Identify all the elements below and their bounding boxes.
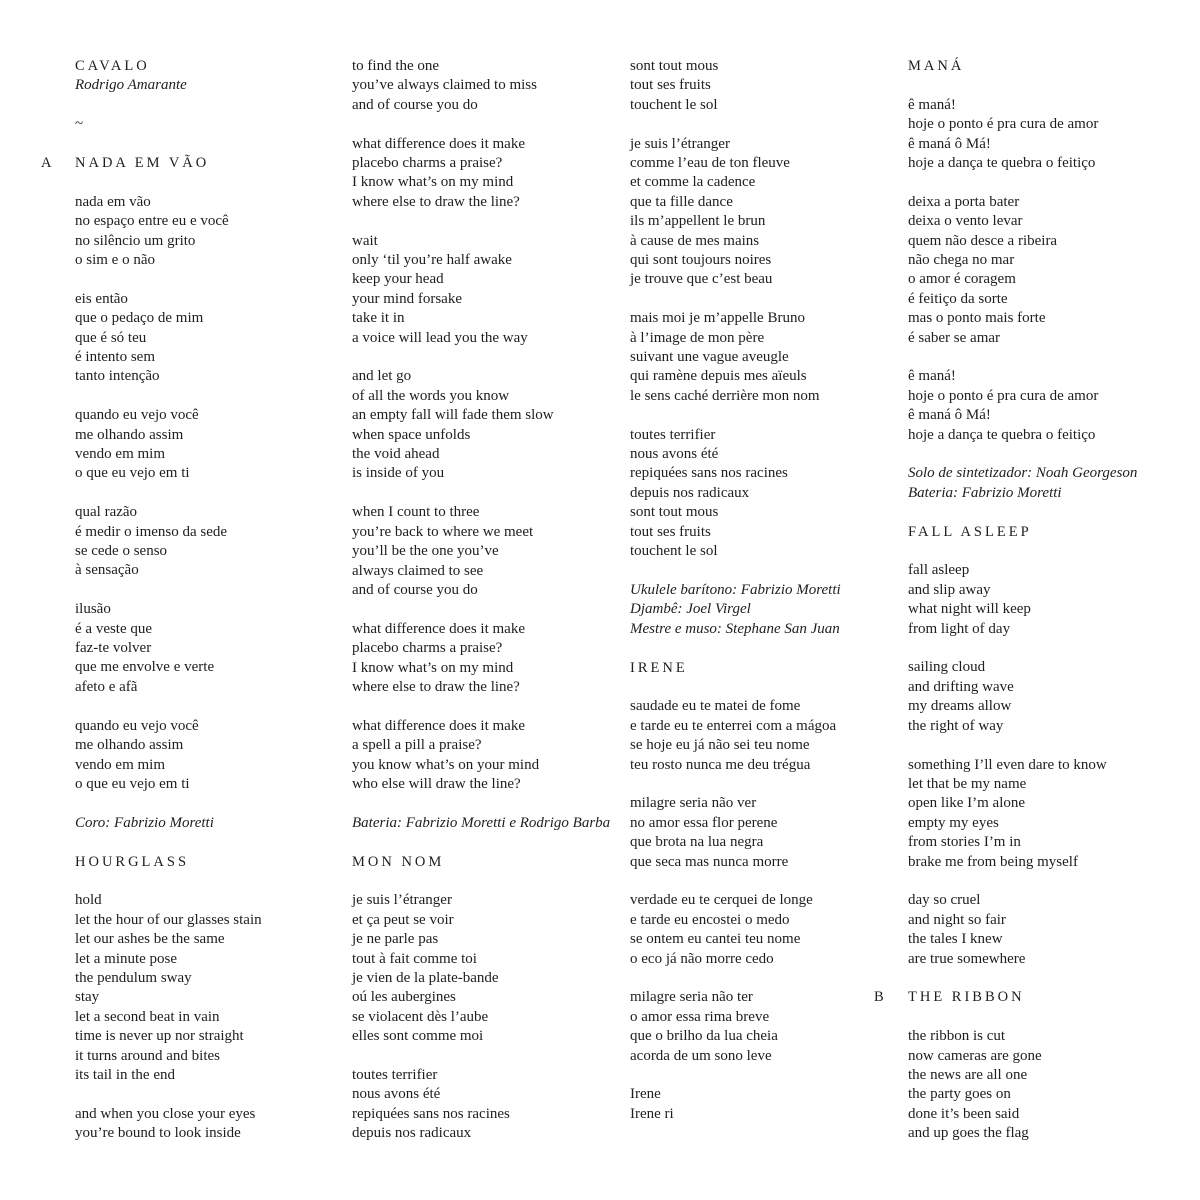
lyric-line: of all the words you know <box>352 387 510 404</box>
lyric-line: se hoje eu já não sei teu nome <box>630 737 810 754</box>
lyric-line: é a veste que <box>75 620 153 637</box>
lyric-line: you’ve always claimed to miss <box>352 77 537 94</box>
lyric-line: qual razão <box>75 504 138 521</box>
lyric-line: hoje o ponto é pra cura de amor <box>908 387 1099 404</box>
lyric-line: is inside of you <box>352 465 445 482</box>
lyric-line: the pendulum sway <box>75 969 192 986</box>
lyric-line: je suis l’étranger <box>630 135 730 152</box>
lyric-line: nous avons été <box>630 446 719 463</box>
lyric-line: mais moi je m’appelle Bruno <box>630 310 805 327</box>
song-title <box>41 154 355 173</box>
lyric-line: and let go <box>352 368 412 385</box>
stanza <box>352 620 632 698</box>
song-title-text: MON NOM <box>352 853 445 870</box>
lyric-line: sailing cloud <box>908 659 986 676</box>
stanza <box>630 426 910 562</box>
credit-line: Bateria: Fabrizio Moretti e Rodrigo Barba <box>352 814 611 831</box>
stanza <box>630 135 910 290</box>
lyric-line: sont tout mous <box>630 58 719 74</box>
lyric-line: it turns around and bites <box>75 1047 220 1064</box>
stanza <box>352 503 632 600</box>
lyric-line: time is never up nor straight <box>75 1028 244 1045</box>
credit-line: Ukulele barítono: Fabrizio Moretti <box>630 581 841 598</box>
stanza <box>630 891 910 969</box>
stanza <box>630 794 910 872</box>
lyric-line: where else to draw the line? <box>352 678 520 695</box>
song-title-text: NADA EM VÃO <box>75 155 210 171</box>
lyric-line: where else to draw the line? <box>352 193 520 210</box>
lyric-line: milagre seria não ver <box>630 795 757 812</box>
lyric-line: o amor é coragem <box>908 271 1016 288</box>
lyric-line: open like I’m alone <box>908 795 1026 812</box>
lyric-line: se cede o senso <box>75 543 168 560</box>
lyric-line: let that be my name <box>908 775 1027 792</box>
lyric-line: me olhando assim <box>75 426 184 443</box>
lyric-line: from stories I’m in <box>908 834 1021 851</box>
lyric-line: teu rosto nunca me deu trégua <box>630 756 811 773</box>
lyric-line: ê maná! <box>908 96 956 113</box>
stanza <box>630 309 910 406</box>
lyric-line: quando eu vejo você <box>75 717 199 734</box>
lyric-line: sont tout mous <box>630 504 719 521</box>
stanza <box>352 57 632 115</box>
lyric-line: milagre seria não ter <box>630 989 753 1006</box>
lyric-line: quando eu vejo você <box>75 407 199 424</box>
lyric-line: oú les aubergines <box>352 989 456 1006</box>
lyric-line: que me envolve e verte <box>75 659 215 676</box>
stanza <box>908 658 1188 736</box>
credit-line: Bateria: Fabrizio Moretti <box>908 484 1062 501</box>
lyric-line: fall asleep <box>908 562 970 579</box>
lyric-line: no espaço entre eu e você <box>75 213 229 230</box>
lyric-line: e tarde eu te enterrei com a mágoa <box>630 717 837 734</box>
stanza <box>630 1085 910 1124</box>
lyric-line: its tail in the end <box>75 1066 175 1083</box>
lyric-line: o eco já não morre cedo <box>630 950 774 967</box>
lyric-line: keep your head <box>352 271 444 288</box>
lyric-line: placebo charms a praise? <box>352 640 503 657</box>
lyric-line: faz-te volver <box>75 640 152 657</box>
lyric-line: acorda de um sono leve <box>630 1047 772 1064</box>
lyric-line: tout ses fruits <box>630 77 711 94</box>
lyric-line: what difference does it make <box>352 620 525 637</box>
lyric-line: hoje o ponto é pra cura de amor <box>908 116 1099 133</box>
lyric-line: se violacent dès l’aube <box>352 1008 489 1025</box>
lyric-line: my dreams allow <box>908 698 1012 715</box>
lyric-line: no silêncio um grito <box>75 232 196 249</box>
lyric-line: depuis nos radicaux <box>352 1125 472 1142</box>
stanza <box>75 290 355 387</box>
lyric-line: que ta fille dance <box>630 193 733 210</box>
lyric-line: à l’image de mon père <box>630 329 765 346</box>
lyric-line: touchent le sol <box>630 543 718 560</box>
lyric-line: e tarde eu encostei o medo <box>630 911 790 928</box>
lyric-line: toutes terrifier <box>352 1066 438 1083</box>
lyric-line: now cameras are gone <box>908 1047 1042 1064</box>
stanza <box>908 756 1188 872</box>
side-marker: A <box>41 155 52 171</box>
lyric-line: mas o ponto mais forte <box>908 310 1046 327</box>
lyric-line: and of course you do <box>352 581 478 598</box>
lyric-line: toutes terrifier <box>630 426 716 443</box>
lyric-line: ê maná ô Má! <box>908 407 991 424</box>
lyric-line: é medir o imenso da sede <box>75 523 228 540</box>
lyric-line: qui ramène depuis mes aïeuls <box>630 368 807 385</box>
lyric-line: the void ahead <box>352 446 440 463</box>
lyric-line: depuis nos radicaux <box>630 484 750 501</box>
lyric-line: brake me from being myself <box>908 853 1078 870</box>
lyric-line: touchent le sol <box>630 96 718 113</box>
lyric-line: se ontem eu cantei teu nome <box>630 931 801 948</box>
credits-block <box>352 814 632 833</box>
album-artist: Rodrigo Amarante <box>75 77 187 94</box>
lyric-line: a spell a pill a praise? <box>352 737 482 754</box>
lyric-line: always claimed to see <box>352 562 484 579</box>
lyric-line: je vien de la plate-bande <box>352 969 499 986</box>
lyric-line: que brota na lua negra <box>630 834 764 851</box>
song-title-text: FALL ASLEEP <box>908 523 1032 540</box>
stanza <box>630 988 910 1066</box>
lyric-line: le sens caché derrière mon nom <box>630 387 820 404</box>
lyric-line: é feitiço da sorte <box>908 290 1008 307</box>
lyric-line: Irene ri <box>630 1105 674 1122</box>
credits-block <box>908 464 1188 503</box>
side-marker: B <box>874 989 884 1006</box>
stanza <box>75 193 355 271</box>
lyric-line: et ça peut se voir <box>352 911 454 928</box>
lyric-line: empty my eyes <box>908 814 999 831</box>
lyric-line: only ‘til you’re half awake <box>352 252 512 269</box>
song-title <box>908 523 1188 542</box>
lyric-line: à sensação <box>75 562 139 579</box>
tilde-separator: ~ <box>75 116 84 133</box>
lyric-line: me olhando assim <box>75 737 184 754</box>
lyric-line: repiquées sans nos racines <box>352 1105 510 1122</box>
lyrics-column <box>874 57 1188 1163</box>
lyric-line: you’re back to where we meet <box>352 523 534 540</box>
lyric-line: que é só teu <box>75 329 147 346</box>
stanza <box>75 1105 355 1144</box>
stanza <box>352 232 632 348</box>
stanza <box>75 891 355 1085</box>
stanza <box>352 1066 632 1144</box>
lyrics-column <box>630 57 910 1144</box>
lyric-line: deixa a porta bater <box>908 193 1020 210</box>
lyric-line: take it in <box>352 310 405 327</box>
lyric-line: the tales I knew <box>908 931 1003 948</box>
lyric-line: an empty fall will fade them slow <box>352 407 554 424</box>
lyric-line: day so cruel <box>908 892 981 909</box>
lyric-line: done it’s been said <box>908 1105 1020 1122</box>
lyric-line: what difference does it make <box>352 135 525 152</box>
lyric-line: ê maná ô Má! <box>908 135 991 152</box>
lyric-line: I know what’s on my mind <box>352 174 514 191</box>
stanza <box>75 406 355 484</box>
lyric-line: hoje a dança te quebra o feitiço <box>908 155 1096 172</box>
album-title-block <box>75 57 355 96</box>
song-title-text: IRENE <box>630 659 688 676</box>
lyric-line: é intento sem <box>75 349 155 366</box>
lyric-line: je trouve que c’est beau <box>630 271 773 288</box>
stanza <box>352 891 632 1046</box>
lyric-line: what night will keep <box>908 601 1031 618</box>
lyric-line: que o brilho da lua cheia <box>630 1028 778 1045</box>
song-title-text: HOURGLASS <box>75 853 190 870</box>
lyric-line: vendo em mim <box>75 446 165 463</box>
lyric-line: from light of day <box>908 620 1011 637</box>
lyric-line: et comme la cadence <box>630 174 756 191</box>
lyric-line: elles sont comme moi <box>352 1028 484 1045</box>
song-title <box>908 57 1188 76</box>
lyric-line: who else will draw the line? <box>352 775 521 792</box>
lyric-line: o amor essa rima breve <box>630 1008 770 1025</box>
lyrics-column <box>352 57 632 1163</box>
credit-line: Djambê: Joel Virgel <box>630 601 751 618</box>
lyric-line: deixa o vento levar <box>908 213 1023 230</box>
stanza <box>352 717 632 795</box>
lyric-line: hoje a dança te quebra o feitiço <box>908 426 1096 443</box>
lyric-line: vendo em mim <box>75 756 165 773</box>
stanza <box>908 367 1188 445</box>
stanza <box>908 1027 1188 1143</box>
lyric-line: je suis l’étranger <box>352 892 452 909</box>
lyric-line: stay <box>75 989 100 1006</box>
lyric-line: tout à fait comme toi <box>352 950 477 967</box>
lyric-line: and up goes the flag <box>908 1125 1029 1142</box>
lyric-line: ilusão <box>75 601 111 618</box>
lyric-line: tout ses fruits <box>630 523 711 540</box>
lyric-line: the ribbon is cut <box>908 1028 1006 1045</box>
lyric-line: ê maná! <box>908 368 956 385</box>
lyric-line: je ne parle pas <box>352 931 439 948</box>
lyric-line: saudade eu te matei de fome <box>630 698 801 715</box>
stanza <box>75 717 355 795</box>
lyric-line: something I’ll even dare to know <box>908 756 1107 773</box>
lyric-line: no amor essa flor perene <box>630 814 778 831</box>
credit-line: Coro: Fabrizio Moretti <box>75 814 214 831</box>
lyric-line: you’re bound to look inside <box>75 1125 241 1142</box>
lyric-line: o sim e o não <box>75 252 155 269</box>
lyric-line: and slip away <box>908 581 991 598</box>
lyric-line: let a second beat in vain <box>75 1008 220 1025</box>
stanza <box>75 503 355 581</box>
lyric-line: you’ll be the one you’ve <box>352 543 499 560</box>
lyric-line: the right of way <box>908 717 1004 734</box>
lyric-line: nada em vão <box>75 193 151 210</box>
credits-block <box>75 814 355 833</box>
song-title <box>352 853 632 872</box>
lyric-line: o que eu vejo em ti <box>75 465 190 482</box>
lyric-line: to find the one <box>352 58 440 74</box>
stanza <box>630 697 910 775</box>
lyric-line: que seca mas nunca morre <box>630 853 789 870</box>
song-title-text: THE RIBBON <box>908 989 1025 1006</box>
lyric-line: what difference does it make <box>352 717 525 734</box>
lyric-line: are true somewhere <box>908 950 1026 967</box>
credit-line: Solo de sintetizador: Noah Georgeson <box>908 465 1138 482</box>
lyric-line: let a minute pose <box>75 950 178 967</box>
stanza <box>75 600 355 697</box>
song-title <box>75 853 355 872</box>
lyric-line: I know what’s on my mind <box>352 659 514 676</box>
lyric-line: and drifting wave <box>908 678 1014 695</box>
lyric-line: you know what’s on your mind <box>352 756 540 773</box>
lyric-line: your mind forsake <box>352 290 462 307</box>
lyric-line: não chega no mar <box>908 252 1015 269</box>
lyric-line: comme l’eau de ton fleuve <box>630 155 790 172</box>
lyric-line: a voice will lead you the way <box>352 329 528 346</box>
credits-block <box>630 581 910 639</box>
lyric-line: let the hour of our glasses stain <box>75 911 262 928</box>
stanza <box>352 367 632 483</box>
song-title <box>874 988 1188 1007</box>
lyric-line: when space unfolds <box>352 426 471 443</box>
lyric-line: and of course you do <box>352 96 478 113</box>
lyric-line: hold <box>75 892 102 909</box>
lyric-line: que o pedaço de mim <box>75 310 204 327</box>
lyric-line: o que eu vejo em ti <box>75 775 190 792</box>
lyric-line: qui sont toujours noires <box>630 252 772 269</box>
lyric-line: let our ashes be the same <box>75 931 225 948</box>
lyric-line: nous avons été <box>352 1086 441 1103</box>
lyric-line: suivant une vague aveugle <box>630 349 789 366</box>
lyric-line: repiquées sans nos racines <box>630 465 788 482</box>
lyric-line: é saber se amar <box>908 329 1001 346</box>
lyric-line: and when you close your eyes <box>75 1105 256 1122</box>
lyric-line: when I count to three <box>352 504 480 521</box>
song-title <box>630 659 910 678</box>
lyric-line: tanto intenção <box>75 368 160 385</box>
song-title-text: MANÁ <box>908 58 965 74</box>
lyric-line: the party goes on <box>908 1086 1011 1103</box>
lyric-line: eis então <box>75 290 128 307</box>
stanza <box>908 96 1188 174</box>
lyric-line: à cause de mes mains <box>630 232 760 249</box>
lyric-line: verdade eu te cerquei de longe <box>630 892 813 909</box>
lyric-line: wait <box>352 232 378 249</box>
lyric-line: quem não desce a ribeira <box>908 232 1058 249</box>
lyric-line: ils m’appellent le brun <box>630 213 766 230</box>
stanza <box>908 561 1188 639</box>
credit-line: Mestre e muso: Stephane San Juan <box>630 620 840 637</box>
lyric-line: and night so fair <box>908 911 1006 928</box>
lyric-line: placebo charms a praise? <box>352 155 503 172</box>
stanza <box>630 57 910 115</box>
lyric-line: afeto e afã <box>75 678 138 695</box>
lyric-line: Irene <box>630 1086 661 1103</box>
album-title: CAVALO <box>75 58 150 74</box>
stanza <box>352 135 632 213</box>
stanza <box>908 193 1188 348</box>
lyrics-column <box>41 57 355 1163</box>
stanza <box>908 891 1188 969</box>
lyric-line: the news are all one <box>908 1066 1028 1083</box>
